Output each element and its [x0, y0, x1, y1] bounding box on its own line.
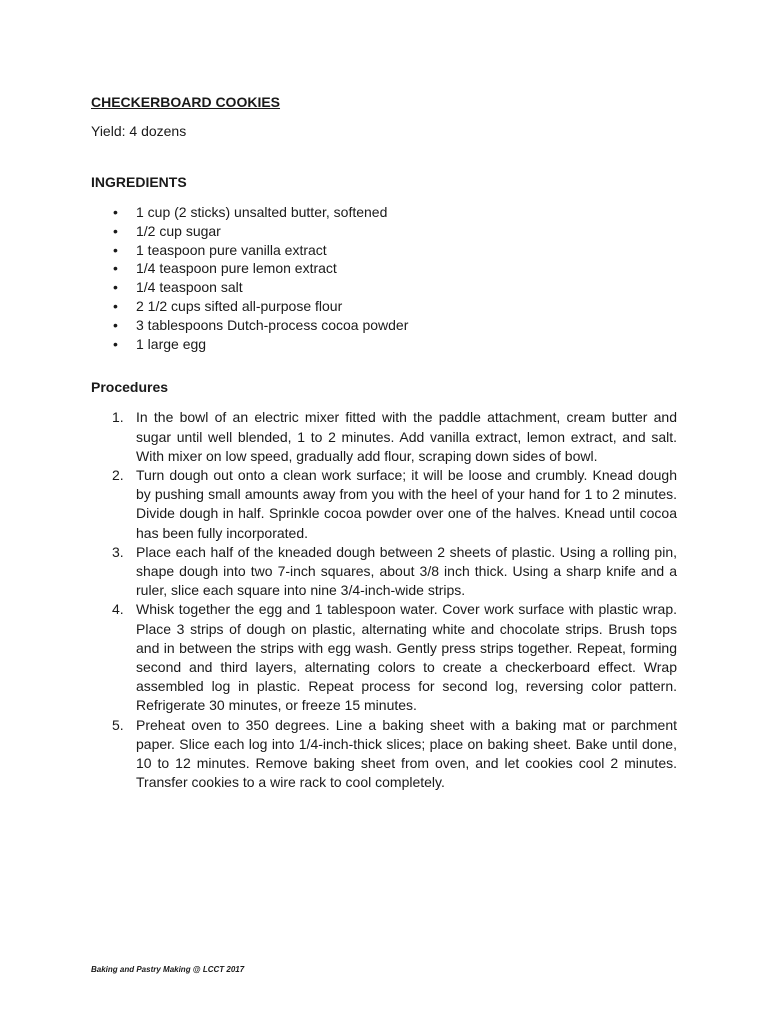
page-footer: Baking and Pastry Making @ LCCT 2017: [91, 965, 245, 974]
ingredient-text: 1 large egg: [136, 335, 207, 352]
step-number: 4.: [112, 601, 124, 618]
list-item: [91, 222, 677, 241]
ingredient-text: 1/4 teaspoon pure lemon extract: [136, 260, 337, 277]
step-number: 2.: [112, 466, 124, 483]
step-number: 5.: [112, 716, 124, 733]
step-text: Place each half of the kneaded dough between 2 sheets of plastic. Using a rolling pin, shape dough into two 7-inch squares, about 3/8 inch thick. Using a sharp knife and a ruler, slice each square into nine 3/4-inch-wide strips.: [136, 543, 677, 599]
ingredient-text: 1/2 cup sugar: [136, 222, 221, 239]
step-text: Turn dough out onto a clean work surface; it will be loose and crumbly. Knead dough by pushing small amounts away from you with the heel of your hand for 1 to 2 minutes. Divide dough in half. Sprinkle cocoa powder over one of the halves. Knead until cocoa has been fully incorporated.: [136, 466, 677, 541]
step-text: Whisk together the egg and 1 tablespoon water. Cover work surface with plastic wrap. Place 3 strips of dough on plastic, alternating white and chocolate strips. Brush tops and in between the strips with egg wash. Gently press strips together. Repeat, forming second and third layers, alternating colors to create a checkerboard effect. Wrap assembled log in plastic. Repeat process for second log, reversing color pattern. Refrigerate 30 minutes, or freeze 15 minutes.: [136, 601, 677, 714]
list-item: [91, 716, 677, 793]
list-item: [91, 408, 677, 466]
ingredients-heading: INGREDIENTS: [91, 174, 187, 190]
procedures-list: [91, 408, 677, 792]
ingredient-text: 3 tablespoons Dutch-process cocoa powder: [136, 316, 409, 333]
list-item: [91, 297, 677, 316]
list-item: [91, 278, 677, 297]
bullet-icon: •: [113, 241, 118, 258]
ingredients-list: [91, 203, 677, 353]
list-item: [91, 466, 677, 543]
list-item: [91, 316, 677, 335]
list-item: [91, 259, 677, 278]
ingredient-text: 1/4 teaspoon salt: [136, 279, 243, 296]
step-number: 3.: [112, 543, 124, 560]
bullet-icon: •: [113, 279, 118, 296]
recipe-title: CHECKERBOARD COOKIES: [91, 94, 281, 110]
list-item: [91, 543, 677, 601]
step-text: In the bowl of an electric mixer fitted with the paddle attachment, cream butter and sugar until well blended, 1 to 2 minutes. Add vanilla extract, lemon extract, and salt. With mixer on low speed, gradually add flour, scraping down sides of bowl.: [136, 409, 677, 464]
list-item: [91, 241, 677, 260]
bullet-icon: •: [113, 204, 118, 220]
recipe-yield: Yield: 4 dozens: [91, 123, 187, 139]
bullet-icon: •: [113, 222, 118, 239]
procedures-heading: Procedures: [91, 379, 169, 396]
bullet-icon: •: [113, 316, 118, 333]
ingredient-text: 1 cup (2 sticks) unsalted butter, softened: [136, 204, 388, 220]
list-item: [91, 335, 677, 354]
step-number: 1.: [112, 409, 124, 426]
ingredient-text: 1 teaspoon pure vanilla extract: [136, 241, 327, 258]
step-text: Preheat oven to 350 degrees. Line a baking sheet with a baking mat or parchment paper. Slice each log into 1/4-inch-thick slices; place on baking sheet. Bake until done, 10 to 12 minutes. Remove baking sheet from oven, and let cookies cool 2 minutes. Transfer cookies to a wire rack to cool completely.: [136, 716, 677, 791]
ingredient-text: 2 1/2 cups sifted all-purpose flour: [136, 297, 343, 314]
recipe-content: [91, 93, 677, 792]
list-item: [91, 203, 677, 222]
bullet-icon: •: [113, 297, 118, 314]
bullet-icon: •: [113, 260, 118, 277]
list-item: [91, 600, 677, 715]
bullet-icon: •: [113, 335, 118, 352]
